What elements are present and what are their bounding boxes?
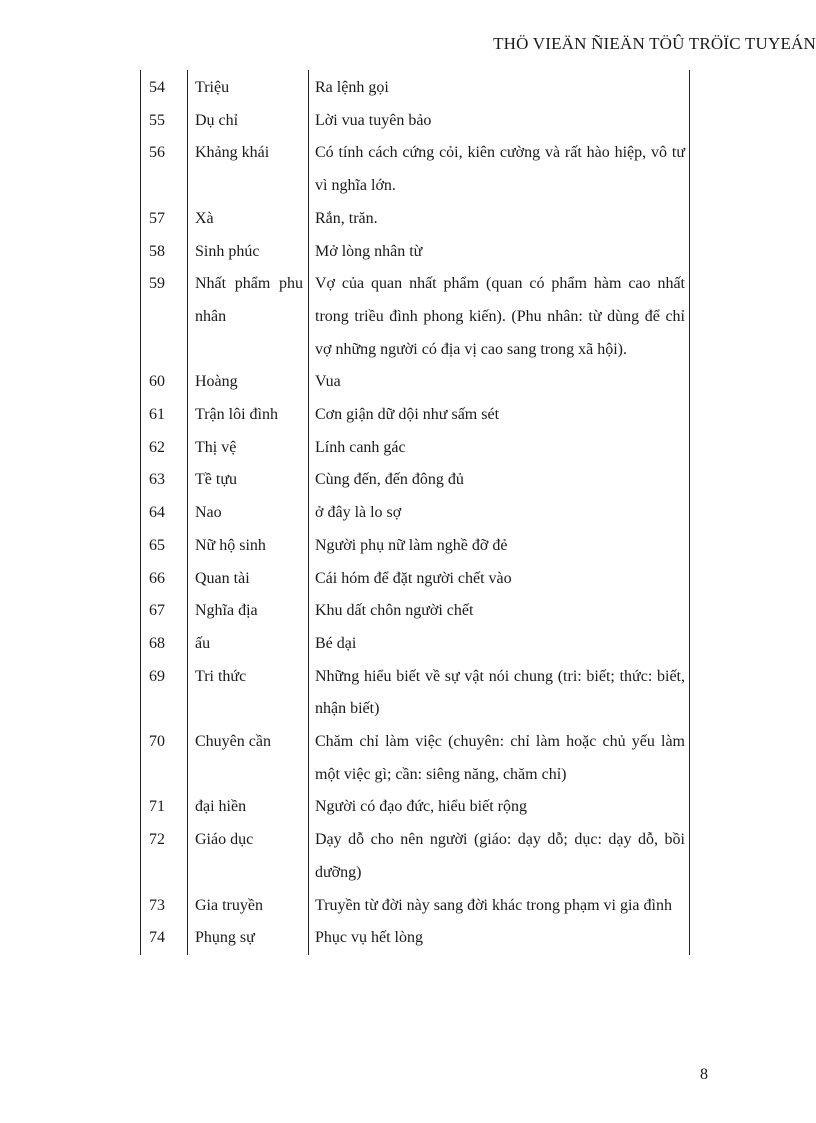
entry-definition: Cơn giận dữ dội như sấm sét xyxy=(308,399,690,432)
entry-number: 62 xyxy=(140,432,187,465)
table-row xyxy=(140,890,690,923)
entry-term: Nghĩa địa xyxy=(187,595,308,628)
table-row xyxy=(140,726,690,791)
entry-term: Hoàng xyxy=(187,366,308,399)
glossary-table xyxy=(140,70,690,955)
entry-number: 72 xyxy=(140,824,187,889)
entry-number: 54 xyxy=(140,70,187,105)
entry-term: Trận lôi đình xyxy=(187,399,308,432)
table-row xyxy=(140,366,690,399)
page-number: 8 xyxy=(700,1066,708,1083)
entry-number: 67 xyxy=(140,595,187,628)
entry-number: 58 xyxy=(140,236,187,269)
entry-definition: Rắn, trăn. xyxy=(308,203,690,236)
entry-number: 57 xyxy=(140,203,187,236)
table-row xyxy=(140,137,690,202)
table-row xyxy=(140,824,690,889)
entry-definition: Bé dại xyxy=(308,628,690,661)
entry-number: 68 xyxy=(140,628,187,661)
entry-number: 56 xyxy=(140,137,187,202)
entry-definition: ở đây là lo sợ xyxy=(308,497,690,530)
table-row xyxy=(140,595,690,628)
entry-term: Khảng khái xyxy=(187,137,308,202)
entry-definition: Có tính cách cứng cỏi, kiên cường và rất hào hiệp, vô tư vì nghĩa lớn. xyxy=(308,137,690,202)
table-row xyxy=(140,432,690,465)
table-row xyxy=(140,464,690,497)
entry-number: 59 xyxy=(140,268,187,366)
entry-term: Dụ chỉ xyxy=(187,105,308,138)
entry-definition: Mở lòng nhân từ xyxy=(308,236,690,269)
entry-definition: Cùng đến, đến đông đủ xyxy=(308,464,690,497)
entry-definition: Vua xyxy=(308,366,690,399)
entry-definition: Cái hóm để đặt người chết vào xyxy=(308,563,690,596)
table-row xyxy=(140,661,690,726)
entry-term: Sinh phúc xyxy=(187,236,308,269)
entry-term: Xà xyxy=(187,203,308,236)
entry-term: ấu xyxy=(187,628,308,661)
entry-number: 60 xyxy=(140,366,187,399)
table-row xyxy=(140,399,690,432)
entry-term: Gia truyền xyxy=(187,890,308,923)
entry-term: Tề tựu xyxy=(187,464,308,497)
entry-definition: Người có đạo đức, hiểu biết rộng xyxy=(308,791,690,824)
table-row xyxy=(140,105,690,138)
entry-term: Giáo dục xyxy=(187,824,308,889)
entry-number: 55 xyxy=(140,105,187,138)
entry-number: 69 xyxy=(140,661,187,726)
entry-definition: Những hiểu biết về sự vật nói chung (tri: biết; thức: biết, nhận biết) xyxy=(308,661,690,726)
entry-number: 71 xyxy=(140,791,187,824)
entry-number: 64 xyxy=(140,497,187,530)
entry-definition: Người phụ nữ làm nghề đỡ đẻ xyxy=(308,530,690,563)
entry-definition: Lính canh gác xyxy=(308,432,690,465)
entry-term: Nữ hộ sinh xyxy=(187,530,308,563)
entry-number: 61 xyxy=(140,399,187,432)
entry-number: 74 xyxy=(140,922,187,955)
entry-term: Nhất phẩm phu nhân xyxy=(187,268,308,366)
table-row xyxy=(140,530,690,563)
entry-number: 70 xyxy=(140,726,187,791)
entry-definition: Chăm chỉ làm việc (chuyên: chỉ làm hoặc chủ yếu làm một việc gì; cần: siêng năng, chăm chỉ) xyxy=(308,726,690,791)
entry-term: Triệu xyxy=(187,70,308,105)
entry-definition: Vợ của quan nhất phẩm (quan có phẩm hàm cao nhất trong triều đình phong kiến). (Phu nhân: từ dùng để chỉ vợ những người có địa vị cao sang trong xã hội). xyxy=(308,268,690,366)
table-row xyxy=(140,236,690,269)
entry-definition: Lời vua tuyên bảo xyxy=(308,105,690,138)
entry-term: Nao xyxy=(187,497,308,530)
entry-term: Phụng sự xyxy=(187,922,308,955)
entry-definition: Ra lệnh gọi xyxy=(308,70,690,105)
table-row xyxy=(140,628,690,661)
entry-definition: Dạy dỗ cho nên người (giáo: dạy dỗ; dục: dạy dỗ, bồi dưỡng) xyxy=(308,824,690,889)
entry-number: 63 xyxy=(140,464,187,497)
page-header-title: THÖ VIEÄN ÑIEÄN TÖÛ TRÖÏC TUYEÁN xyxy=(493,34,816,53)
table-row xyxy=(140,922,690,955)
entry-definition: Phục vụ hết lòng xyxy=(308,922,690,955)
entry-term: Thị vệ xyxy=(187,432,308,465)
table-row xyxy=(140,70,690,105)
table-row xyxy=(140,268,690,366)
entry-term: đại hiền xyxy=(187,791,308,824)
entry-number: 65 xyxy=(140,530,187,563)
entry-definition: Truyền từ đời này sang đời khác trong phạm vi gia đình xyxy=(308,890,690,923)
table-row xyxy=(140,203,690,236)
entry-term: Quan tài xyxy=(187,563,308,596)
table-row xyxy=(140,497,690,530)
entry-definition: Khu dất chôn người chết xyxy=(308,595,690,628)
entry-number: 66 xyxy=(140,563,187,596)
entry-term: Tri thức xyxy=(187,661,308,726)
entry-term: Chuyên cần xyxy=(187,726,308,791)
entry-number: 73 xyxy=(140,890,187,923)
table-row xyxy=(140,791,690,824)
table-row xyxy=(140,563,690,596)
